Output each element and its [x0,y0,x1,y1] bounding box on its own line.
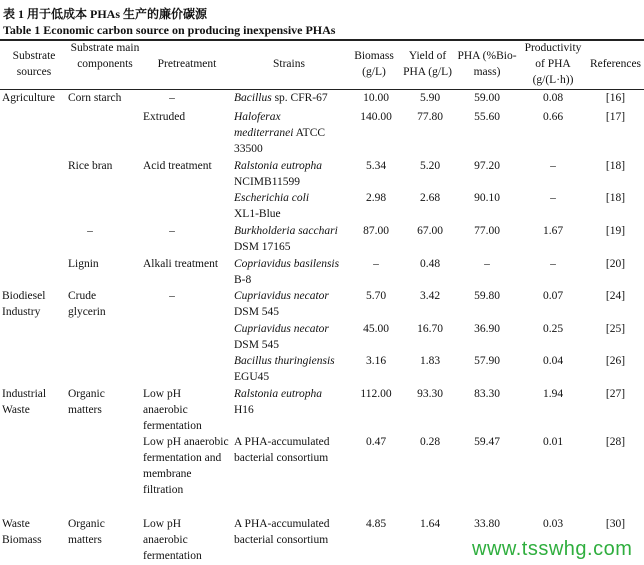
cell-source: Industrial Waste [2,388,47,416]
cell-component: Organic matters [68,518,105,546]
cell-reference: [28] [605,436,626,448]
cell-biomass: 140.00 [360,111,392,123]
cell-source: Agriculture [2,92,56,104]
header-components: Substrate main components [70,42,140,70]
cell-yield: 2.68 [419,192,441,204]
cell-pretreatment: – [169,290,175,302]
cell-component: – [87,225,93,237]
cell-strain: Ralstonia eutropha NCIMB11599 [234,160,323,188]
cell-source: Biodiesel Industry [2,290,46,318]
cell-pha: 59.80 [474,290,500,302]
cell-productivity: 0.01 [542,436,564,448]
cell-yield: 16.70 [417,323,443,335]
cell-pha: – [484,258,490,270]
cell-reference: [20] [605,258,626,270]
cell-source: Waste Biomass [2,518,42,546]
cell-strain: Burkholderia sacchari DSM 17165 [234,225,338,253]
cell-yield: 67.00 [417,225,443,237]
cell-productivity: 0.07 [542,290,564,302]
cell-productivity: – [550,192,556,204]
cell-productivity: 1.94 [542,388,564,400]
cell-pha: 83.30 [474,388,500,400]
cell-pha: 33.80 [474,518,500,530]
cell-component: Lignin [68,258,99,270]
cell-productivity: 0.66 [542,111,564,123]
cell-yield: 3.42 [419,290,441,302]
cell-productivity: 1.67 [542,225,564,237]
cell-biomass: 87.00 [363,225,389,237]
header-productivity: Productivity of PHA (g/(L·h)) [524,42,582,86]
cell-productivity: 0.04 [542,355,564,367]
cell-strain: Haloferax mediterranei ATCC 33500 [234,111,326,155]
cell-strain: Bacillus thuringiensis EGU45 [234,355,335,383]
table-caption-en: Table 1 Economic carbon source on producing inexpensive PHAs [3,23,336,37]
cell-strain: A PHA-accumulated bacterial consortium [234,518,330,546]
cell-pretreatment: Low pH anaerobic fermentation [143,388,202,432]
cell-biomass: 5.34 [365,160,387,172]
cell-strain: Copriavidus basilensis B-8 [234,258,340,286]
cell-strain: Cupriavidus necator DSM 545 [234,323,329,351]
cell-strain: Ralstonia eutropha H16 [234,388,323,416]
cell-pretreatment: Extruded [143,111,186,123]
cell-reference: [27] [605,388,626,400]
cell-reference: [17] [605,111,626,123]
cell-biomass: 0.47 [365,436,387,448]
cell-reference: [26] [605,355,626,367]
cell-strain: Escherichia coli XL1-Blue [234,192,310,220]
cell-biomass: 2.98 [365,192,387,204]
cell-pha: 97.20 [474,160,500,172]
cell-yield: 0.28 [419,436,441,448]
cell-biomass: 3.16 [365,355,387,367]
cell-yield: 5.20 [419,160,441,172]
cell-reference: [18] [605,192,626,204]
cell-productivity: 0.03 [542,518,564,530]
cell-reference: [19] [605,225,626,237]
cell-strain: A PHA-accumulated bacterial consortium [234,436,330,464]
cell-pha: 77.00 [474,225,500,237]
cell-pretreatment: Low pH anaerobic fermentation and membrane filtration [143,436,229,496]
cell-productivity: – [550,258,556,270]
cell-yield: 77.80 [417,111,443,123]
cell-pha: 59.00 [474,92,500,104]
cell-pha: 90.10 [474,192,500,204]
header-strains: Strains [273,58,305,70]
header-pretreatment: Pretreatment [157,58,217,70]
cell-component: Crude glycerin [68,290,106,318]
cell-pretreatment: Low pH anaerobic fermentation [143,518,202,562]
cell-component: Corn starch [68,92,122,104]
header-references: References [589,58,642,70]
cell-biomass: 10.00 [363,92,389,104]
cell-pha: 36.90 [474,323,500,335]
header-sources: Substrate sources [12,50,56,78]
cell-yield: 93.30 [417,388,443,400]
cell-yield: 1.64 [419,518,441,530]
cell-reference: [18] [605,160,626,172]
cell-component: Rice bran [68,160,113,172]
cell-biomass: 5.70 [365,290,387,302]
cell-yield: 1.83 [419,355,441,367]
cell-yield: 0.48 [419,258,441,270]
cell-productivity: 0.08 [542,92,564,104]
cell-biomass: 4.85 [365,518,387,530]
cell-strain: Cupriavidus necator DSM 545 [234,290,329,318]
cell-productivity: 0.25 [542,323,564,335]
table-caption-cn: 表 1 用于低成本 PHAs 生产的廉价碳源 [3,7,208,21]
cell-pretreatment: Acid treatment [143,160,212,172]
cell-productivity: – [550,160,556,172]
cell-yield: 5.90 [419,92,441,104]
cell-pha: 55.60 [474,111,500,123]
cell-strain: Bacillus sp. CFR-67 [234,92,328,104]
header-pha: PHA (%Bio-mass) [457,50,517,78]
header-biomass: Biomass (g/L) [354,50,394,78]
cell-pretreatment: Alkali treatment [143,258,219,270]
cell-biomass: – [373,258,379,270]
cell-reference: [25] [605,323,626,335]
cell-pretreatment: – [169,92,175,104]
cell-pha: 57.90 [474,355,500,367]
cell-component: Organic matters [68,388,105,416]
cell-biomass: 45.00 [363,323,389,335]
header-yield: Yield of PHA (g/L) [403,50,452,78]
watermark-text: www.tsswhg.com [472,538,633,560]
cell-pretreatment: – [169,225,175,237]
cell-pha: 59.47 [474,436,500,448]
cell-reference: [16] [605,92,626,104]
cell-reference: [24] [605,290,626,302]
cell-reference: [30] [605,518,626,530]
cell-biomass: 112.00 [360,388,392,400]
